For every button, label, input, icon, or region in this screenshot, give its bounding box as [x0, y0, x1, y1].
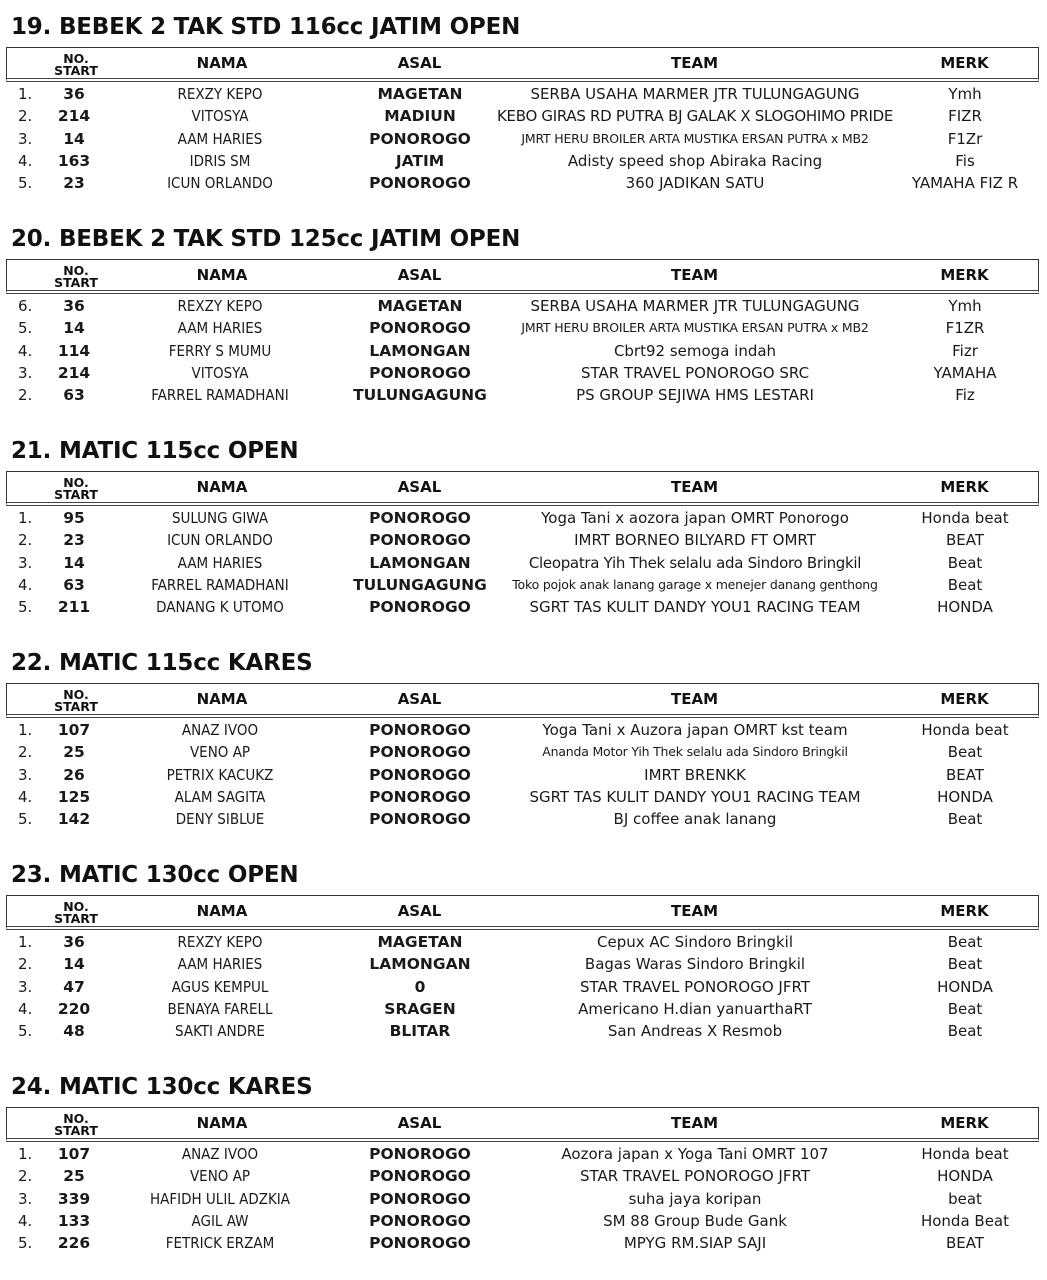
- rider-name-cell: FARREL RAMADHANI: [151, 575, 289, 594]
- start-number-cell: 36: [63, 297, 85, 315]
- rider-name-cell: REXZY KEPO: [177, 933, 263, 951]
- brand-cell: BEAT: [945, 1234, 985, 1253]
- table-body: [0, 931, 1047, 1042]
- table-body: [0, 507, 1047, 618]
- start-number-cell: 23: [63, 531, 85, 550]
- column-header-team: TEAM: [670, 689, 718, 708]
- table-row: [0, 362, 1047, 384]
- table-body: [0, 1143, 1047, 1254]
- origin-cell: PONOROGO: [369, 1189, 471, 1208]
- position-cell: 5.: [18, 1022, 33, 1041]
- table-row: [0, 83, 1047, 105]
- start-number-cell: 133: [57, 1211, 91, 1230]
- rider-name-cell: ICUN ORLANDO: [167, 531, 273, 550]
- position-cell: 4.: [18, 575, 33, 594]
- column-header-asal: ASAL: [397, 265, 442, 284]
- team-cell: JMRT HERU BROILER ARTA MUSTIKA ERSAN PUTRA x MB2: [521, 130, 869, 146]
- section-title: 22. MATIC 115cc KARES: [11, 650, 313, 676]
- start-number-cell: 63: [63, 386, 85, 405]
- position-cell: 3.: [18, 363, 33, 382]
- section-title: 20. BEBEK 2 TAK STD 125cc JATIM OPEN: [11, 226, 521, 252]
- origin-cell: TULUNGAGUNG: [353, 575, 487, 594]
- brand-cell: YAMAHA: [933, 363, 997, 382]
- origin-cell: LAMONGAN: [369, 553, 471, 572]
- column-header-no-start: [51, 684, 101, 716]
- rider-name-cell: PETRIX KACUKZ: [166, 765, 274, 784]
- team-cell: IMRT BORNEO BILYARD FT OMRT: [574, 531, 816, 550]
- brand-cell: Beat: [947, 933, 983, 951]
- team-cell: BJ coffee anak lanang: [613, 810, 777, 829]
- column-header-no-start: [51, 896, 101, 928]
- column-header-no-start-line1: NO.: [63, 51, 89, 66]
- table-row: [0, 529, 1047, 551]
- start-number-cell: 48: [63, 1022, 85, 1041]
- column-header-merk: MERK: [940, 901, 989, 920]
- start-number-cell: 163: [57, 151, 91, 170]
- brand-cell: YAMAHA FIZ R: [911, 174, 1019, 193]
- column-header-asal: ASAL: [397, 477, 442, 496]
- rider-name-cell: AGIL AW: [191, 1211, 249, 1230]
- table-row: [0, 741, 1047, 763]
- team-cell: Yoga Tani x aozora japan OMRT Ponorogo: [541, 509, 849, 527]
- start-number-cell: 220: [57, 999, 91, 1018]
- position-cell: 5.: [18, 319, 33, 338]
- table-row: [0, 340, 1047, 362]
- team-cell: Cepux AC Sindoro Bringkil: [597, 933, 793, 951]
- table-row: [0, 953, 1047, 975]
- origin-cell: PONOROGO: [369, 129, 471, 148]
- brand-cell: F1ZR: [945, 319, 985, 338]
- origin-cell: PONOROGO: [369, 1167, 471, 1186]
- start-number-cell: 142: [57, 810, 91, 829]
- start-number-cell: 47: [63, 977, 85, 996]
- rider-name-cell: VENO AP: [189, 743, 251, 762]
- origin-cell: PONOROGO: [369, 363, 471, 382]
- brand-cell: F1Zr: [947, 129, 983, 148]
- column-header-nama: NAMA: [196, 265, 248, 284]
- column-header-no-start-line2: START: [54, 911, 98, 926]
- origin-cell: PONOROGO: [369, 1211, 471, 1230]
- table-header: [6, 471, 1039, 506]
- team-cell: Yoga Tani x Auzora japan OMRT kst team: [542, 721, 848, 739]
- team-cell: SERBA USAHA MARMER JTR TULUNGAGUNG: [530, 297, 860, 315]
- position-cell: 2.: [18, 1167, 33, 1186]
- table-body: [0, 719, 1047, 830]
- table-body: [0, 83, 1047, 194]
- position-cell: 1.: [18, 1145, 33, 1163]
- start-number-cell: 214: [57, 363, 91, 382]
- position-cell: 5.: [18, 174, 33, 193]
- team-cell: STAR TRAVEL PONOROGO JFRT: [580, 1167, 810, 1186]
- table-header: [6, 895, 1039, 930]
- table-row: [0, 596, 1047, 618]
- rider-name-cell: FARREL RAMADHANI: [151, 386, 289, 405]
- table-row: [0, 1232, 1047, 1254]
- start-number-cell: 14: [63, 955, 85, 974]
- origin-cell: PONOROGO: [369, 721, 471, 739]
- start-number-cell: 107: [57, 721, 91, 739]
- table-row: [0, 1188, 1047, 1210]
- table-row: [0, 1143, 1047, 1165]
- brand-cell: HONDA: [937, 598, 993, 617]
- team-cell: KEBO GIRAS RD PUTRA BJ GALAK X SLOGOHIMO PRIDE: [497, 107, 893, 126]
- table-row: [0, 552, 1047, 574]
- origin-cell: TULUNGAGUNG: [353, 386, 487, 405]
- origin-cell: MAGETAN: [377, 297, 463, 315]
- rider-name-cell: SAKTI ANDRE: [175, 1022, 265, 1041]
- rider-name-cell: ICUN ORLANDO: [167, 174, 273, 193]
- table-row: [0, 719, 1047, 741]
- column-header-no-start-line1: NO.: [63, 475, 89, 490]
- table-row: [0, 150, 1047, 172]
- position-cell: 3.: [18, 129, 33, 148]
- table-row: [0, 976, 1047, 998]
- team-cell: IMRT BRENKK: [644, 765, 746, 784]
- position-cell: 1.: [18, 509, 33, 527]
- column-header-no-start: [51, 260, 101, 292]
- column-header-no-start: [51, 1108, 101, 1140]
- origin-cell: SRAGEN: [384, 999, 456, 1018]
- table-row: [0, 1210, 1047, 1232]
- rider-name-cell: AAM HARIES: [177, 129, 263, 148]
- table-row: [0, 172, 1047, 194]
- brand-cell: Ymh: [948, 85, 982, 103]
- position-cell: 2.: [18, 955, 33, 974]
- table-header: [6, 683, 1039, 718]
- table-row: [0, 1165, 1047, 1187]
- rider-name-cell: VENO AP: [189, 1167, 251, 1186]
- team-cell: SGRT TAS KULIT DANDY YOU1 RACING TEAM: [529, 598, 861, 617]
- column-header-nama: NAMA: [196, 901, 248, 920]
- start-number-cell: 25: [63, 743, 85, 762]
- start-number-cell: 25: [63, 1167, 85, 1186]
- table-row: [0, 317, 1047, 339]
- column-header-asal: ASAL: [397, 689, 442, 708]
- rider-name-cell: HAFIDH ULIL ADZKIA: [149, 1189, 291, 1208]
- position-cell: 5.: [18, 1234, 33, 1253]
- team-cell: PS GROUP SEJIWA HMS LESTARI: [576, 386, 814, 405]
- brand-cell: Beat: [947, 955, 983, 974]
- position-cell: 4.: [18, 787, 33, 806]
- section-title: 21. MATIC 115cc OPEN: [11, 438, 299, 464]
- column-header-nama: NAMA: [196, 1113, 248, 1132]
- start-number-cell: 107: [57, 1145, 91, 1163]
- position-cell: 1.: [18, 85, 33, 103]
- rider-name-cell: AAM HARIES: [177, 553, 263, 572]
- origin-cell: 0: [414, 977, 426, 996]
- team-cell: Cleopatra Yih Thek selalu ada Sindoro Bringkil: [528, 553, 862, 572]
- column-header-merk: MERK: [940, 689, 989, 708]
- rider-name-cell: FERRY S MUMU: [168, 341, 272, 360]
- table-row: [0, 808, 1047, 830]
- rider-name-cell: VITOSYA: [191, 107, 249, 126]
- start-number-cell: 114: [57, 341, 91, 360]
- position-cell: 2.: [18, 531, 33, 550]
- brand-cell: beat: [948, 1189, 982, 1208]
- origin-cell: PONOROGO: [369, 743, 471, 762]
- brand-cell: HONDA: [937, 1167, 993, 1186]
- origin-cell: MAGETAN: [377, 85, 463, 103]
- table-row: [0, 1020, 1047, 1042]
- start-number-cell: 214: [57, 107, 91, 126]
- table-row: [0, 384, 1047, 406]
- start-number-cell: 125: [57, 787, 91, 806]
- table-header: [6, 47, 1039, 82]
- origin-cell: MADIUN: [384, 107, 456, 126]
- section-title: 23. MATIC 130cc OPEN: [11, 862, 299, 888]
- rider-name-cell: IDRIS SM: [189, 151, 251, 170]
- table-row: [0, 764, 1047, 786]
- team-cell: Cbrt92 semoga indah: [613, 341, 777, 360]
- column-header-no-start-line2: START: [54, 699, 98, 714]
- column-header-no-start-line1: NO.: [63, 687, 89, 702]
- start-number-cell: 95: [63, 509, 85, 527]
- column-header-asal: ASAL: [397, 901, 442, 920]
- position-cell: 1.: [18, 721, 33, 739]
- table-row: [0, 786, 1047, 808]
- rider-name-cell: REXZY KEPO: [177, 85, 263, 103]
- column-header-no-start-line2: START: [54, 275, 98, 290]
- origin-cell: PONOROGO: [369, 319, 471, 338]
- brand-cell: Beat: [947, 999, 983, 1018]
- brand-cell: Fis: [955, 151, 975, 170]
- table-row: [0, 574, 1047, 596]
- team-cell: SM 88 Group Bude Gank: [603, 1211, 787, 1230]
- brand-cell: Honda Beat: [920, 1211, 1010, 1230]
- position-cell: 5.: [18, 810, 33, 829]
- start-number-cell: 339: [57, 1189, 91, 1208]
- start-number-cell: 26: [63, 765, 85, 784]
- origin-cell: PONOROGO: [369, 810, 471, 829]
- table-row: [0, 295, 1047, 317]
- team-cell: STAR TRAVEL PONOROGO JFRT: [580, 977, 810, 996]
- brand-cell: HONDA: [937, 787, 993, 806]
- position-cell: 4.: [18, 999, 33, 1018]
- start-number-cell: 211: [57, 598, 91, 617]
- rider-name-cell: AAM HARIES: [177, 955, 263, 974]
- rider-name-cell: ALAM SAGITA: [174, 787, 266, 806]
- brand-cell: Beat: [947, 1022, 983, 1041]
- origin-cell: PONOROGO: [369, 787, 471, 806]
- rider-name-cell: ANAZ IVOO: [181, 1145, 259, 1163]
- brand-cell: FIZR: [948, 107, 982, 126]
- team-cell: Aozora japan x Yoga Tani OMRT 107: [561, 1145, 829, 1163]
- brand-cell: Beat: [947, 575, 983, 594]
- origin-cell: MAGETAN: [377, 933, 463, 951]
- brand-cell: Honda beat: [921, 721, 1009, 739]
- column-header-merk: MERK: [940, 53, 989, 72]
- table-body: [0, 295, 1047, 406]
- table-header: [6, 1107, 1039, 1142]
- table-row: [0, 105, 1047, 127]
- column-header-nama: NAMA: [196, 689, 248, 708]
- column-header-team: TEAM: [670, 477, 718, 496]
- rider-name-cell: ANAZ IVOO: [181, 721, 259, 739]
- position-cell: 2.: [18, 107, 33, 126]
- table-row: [0, 931, 1047, 953]
- column-header-asal: ASAL: [397, 53, 442, 72]
- origin-cell: PONOROGO: [369, 765, 471, 784]
- start-number-cell: 14: [63, 553, 85, 572]
- column-header-team: TEAM: [670, 53, 718, 72]
- column-header-no-start-line1: NO.: [63, 263, 89, 278]
- brand-cell: BEAT: [945, 765, 985, 784]
- column-header-no-start-line2: START: [54, 1123, 98, 1138]
- column-header-merk: MERK: [940, 1113, 989, 1132]
- origin-cell: PONOROGO: [369, 509, 471, 527]
- position-cell: 2.: [18, 743, 33, 762]
- position-cell: 1.: [18, 933, 33, 951]
- team-cell: Toko pojok anak lanang garage x menejer danang genthong: [512, 576, 878, 592]
- table-row: [0, 998, 1047, 1020]
- rider-name-cell: VITOSYA: [191, 363, 249, 382]
- column-header-no-start: [51, 48, 101, 80]
- team-cell: MPYG RM.SIAP SAJI: [623, 1234, 767, 1253]
- table-row: [0, 507, 1047, 529]
- start-number-cell: 23: [63, 174, 85, 193]
- start-number-cell: 36: [63, 85, 85, 103]
- column-header-team: TEAM: [670, 1113, 718, 1132]
- brand-cell: Honda beat: [921, 509, 1009, 527]
- position-cell: 3.: [18, 765, 33, 784]
- team-cell: SGRT TAS KULIT DANDY YOU1 RACING TEAM: [529, 787, 861, 806]
- start-number-cell: 63: [63, 575, 85, 594]
- position-cell: 4.: [18, 341, 33, 360]
- team-cell: STAR TRAVEL PONOROGO SRC: [580, 363, 810, 382]
- table-row: [0, 128, 1047, 150]
- rider-name-cell: DANANG K UTOMO: [156, 598, 284, 617]
- origin-cell: JATIM: [395, 151, 445, 170]
- brand-cell: Fiz: [955, 386, 975, 405]
- team-cell: Adisty speed shop Abiraka Racing: [567, 151, 823, 170]
- team-cell: 360 JADIKAN SATU: [625, 174, 765, 193]
- origin-cell: LAMONGAN: [369, 341, 471, 360]
- team-cell: SERBA USAHA MARMER JTR TULUNGAGUNG: [530, 85, 860, 103]
- section-title: 24. MATIC 130cc KARES: [11, 1074, 313, 1100]
- start-number-cell: 36: [63, 933, 85, 951]
- brand-cell: BEAT: [945, 531, 985, 550]
- start-number-cell: 14: [63, 319, 85, 338]
- origin-cell: PONOROGO: [369, 174, 471, 193]
- team-cell: Ananda Motor Yih Thek selalu ada Sindoro Bringkil: [542, 744, 848, 760]
- position-cell: 3.: [18, 1189, 33, 1208]
- rider-name-cell: BENAYA FARELL: [167, 999, 273, 1018]
- column-header-asal: ASAL: [397, 1113, 442, 1132]
- column-header-no-start-line1: NO.: [63, 1111, 89, 1126]
- brand-cell: Beat: [947, 743, 983, 762]
- column-header-no-start: [51, 472, 101, 504]
- position-cell: 4.: [18, 151, 33, 170]
- brand-cell: Beat: [947, 553, 983, 572]
- position-cell: 3.: [18, 553, 33, 572]
- brand-cell: Beat: [947, 810, 983, 829]
- position-cell: 3.: [18, 977, 33, 996]
- column-header-no-start-line1: NO.: [63, 899, 89, 914]
- team-cell: Bagas Waras Sindoro Bringkil: [584, 955, 806, 974]
- origin-cell: LAMONGAN: [369, 955, 471, 974]
- rider-name-cell: SULUNG GIWA: [171, 509, 269, 527]
- column-header-merk: MERK: [940, 477, 989, 496]
- origin-cell: PONOROGO: [369, 1234, 471, 1253]
- brand-cell: HONDA: [937, 977, 993, 996]
- team-cell: suha jaya koripan: [628, 1189, 762, 1208]
- rider-name-cell: DENY SIBLUE: [175, 810, 265, 829]
- position-cell: 2.: [18, 386, 33, 405]
- column-header-nama: NAMA: [196, 477, 248, 496]
- section-title: 19. BEBEK 2 TAK STD 116cc JATIM OPEN: [11, 14, 521, 40]
- start-number-cell: 14: [63, 129, 85, 148]
- column-header-nama: NAMA: [196, 53, 248, 72]
- position-cell: 5.: [18, 598, 33, 617]
- origin-cell: PONOROGO: [369, 598, 471, 617]
- column-header-no-start-line2: START: [54, 63, 98, 78]
- column-header-team: TEAM: [670, 901, 718, 920]
- column-header-team: TEAM: [670, 265, 718, 284]
- column-header-merk: MERK: [940, 265, 989, 284]
- rider-name-cell: AAM HARIES: [177, 319, 263, 338]
- brand-cell: Ymh: [948, 297, 982, 315]
- origin-cell: PONOROGO: [369, 531, 471, 550]
- position-cell: 4.: [18, 1211, 33, 1230]
- column-header-no-start-line2: START: [54, 487, 98, 502]
- start-number-cell: 226: [57, 1234, 91, 1253]
- team-cell: JMRT HERU BROILER ARTA MUSTIKA ERSAN PUTRA x MB2: [521, 320, 869, 336]
- origin-cell: BLITAR: [389, 1022, 451, 1041]
- rider-name-cell: FETRICK ERZAM: [165, 1234, 275, 1253]
- rider-name-cell: AGUS KEMPUL: [171, 977, 269, 996]
- brand-cell: Fizr: [952, 341, 978, 360]
- origin-cell: PONOROGO: [369, 1145, 471, 1163]
- rider-name-cell: REXZY KEPO: [177, 297, 263, 315]
- table-header: [6, 259, 1039, 294]
- brand-cell: Honda beat: [921, 1145, 1009, 1163]
- team-cell: Americano H.dian yanuarthaRT: [578, 999, 812, 1018]
- team-cell: San Andreas X Resmob: [607, 1022, 783, 1041]
- position-cell: 6.: [18, 297, 33, 315]
